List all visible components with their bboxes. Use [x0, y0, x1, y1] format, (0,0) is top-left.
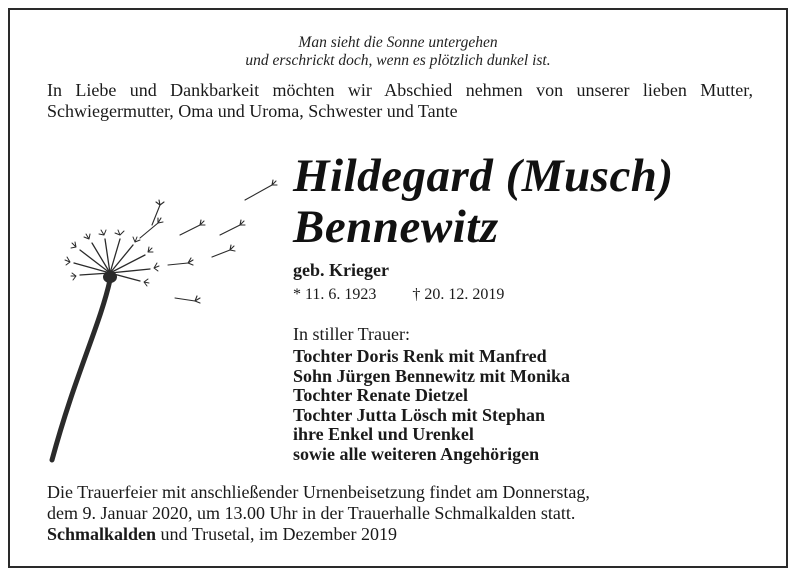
mourner-item: sowie alle weiteren Angehörigen: [293, 443, 540, 464]
maiden-name: geb. Krieger: [293, 260, 389, 280]
deceased-name: [293, 151, 674, 253]
mourner-item: Tochter Jutta Lösch mit Stephan: [293, 404, 546, 425]
place-rest: und Trusetal, im Dezember 2019: [156, 524, 398, 544]
place-and-date: [47, 524, 397, 545]
quote: [10, 34, 786, 70]
mourner-item: ihre Enkel und Urenkel: [293, 424, 474, 445]
dandelion-icon: [40, 165, 290, 465]
service-line-2: dem 9. Januar 2020, um 13.00 Uhr in der Trauerhalle Schmalkalden statt.: [47, 503, 576, 523]
death-date: † 20. 12. 2019: [412, 286, 505, 303]
mourners-list: [293, 347, 570, 465]
life-dates: [293, 286, 504, 304]
intro-text: In Liebe und Dankbarkeit möchten wir Abschied nehmen von unserer lieben Mutter, Schwiegermutter, Oma und Uroma, Schwester und Tante: [47, 80, 753, 121]
quote-line-2: und erschrickt doch, wenn es plötzlich dunkel ist.: [245, 52, 551, 69]
service-info: [47, 482, 607, 524]
name-line-2: Bennewitz: [293, 201, 499, 253]
birth-date: * 11. 6. 1923: [293, 286, 377, 303]
mourners-label: In stiller Trauer:: [293, 324, 410, 344]
place-town: Schmalkalden: [47, 524, 157, 544]
name-line-1: Hildegard (Musch): [293, 150, 674, 202]
mourner-item: Tochter Doris Renk mit Manfred: [293, 346, 547, 366]
mourner-item: Sohn Jürgen Bennewitz mit Monika: [293, 365, 571, 386]
mourner-item: Tochter Renate Dietzel: [293, 385, 468, 406]
service-line-1: Die Trauerfeier mit anschließender Urnenbeisetzung findet am Donnerstag,: [47, 482, 590, 502]
quote-line-1: Man sieht die Sonne untergehen: [298, 34, 498, 51]
obituary-notice: [8, 8, 788, 568]
